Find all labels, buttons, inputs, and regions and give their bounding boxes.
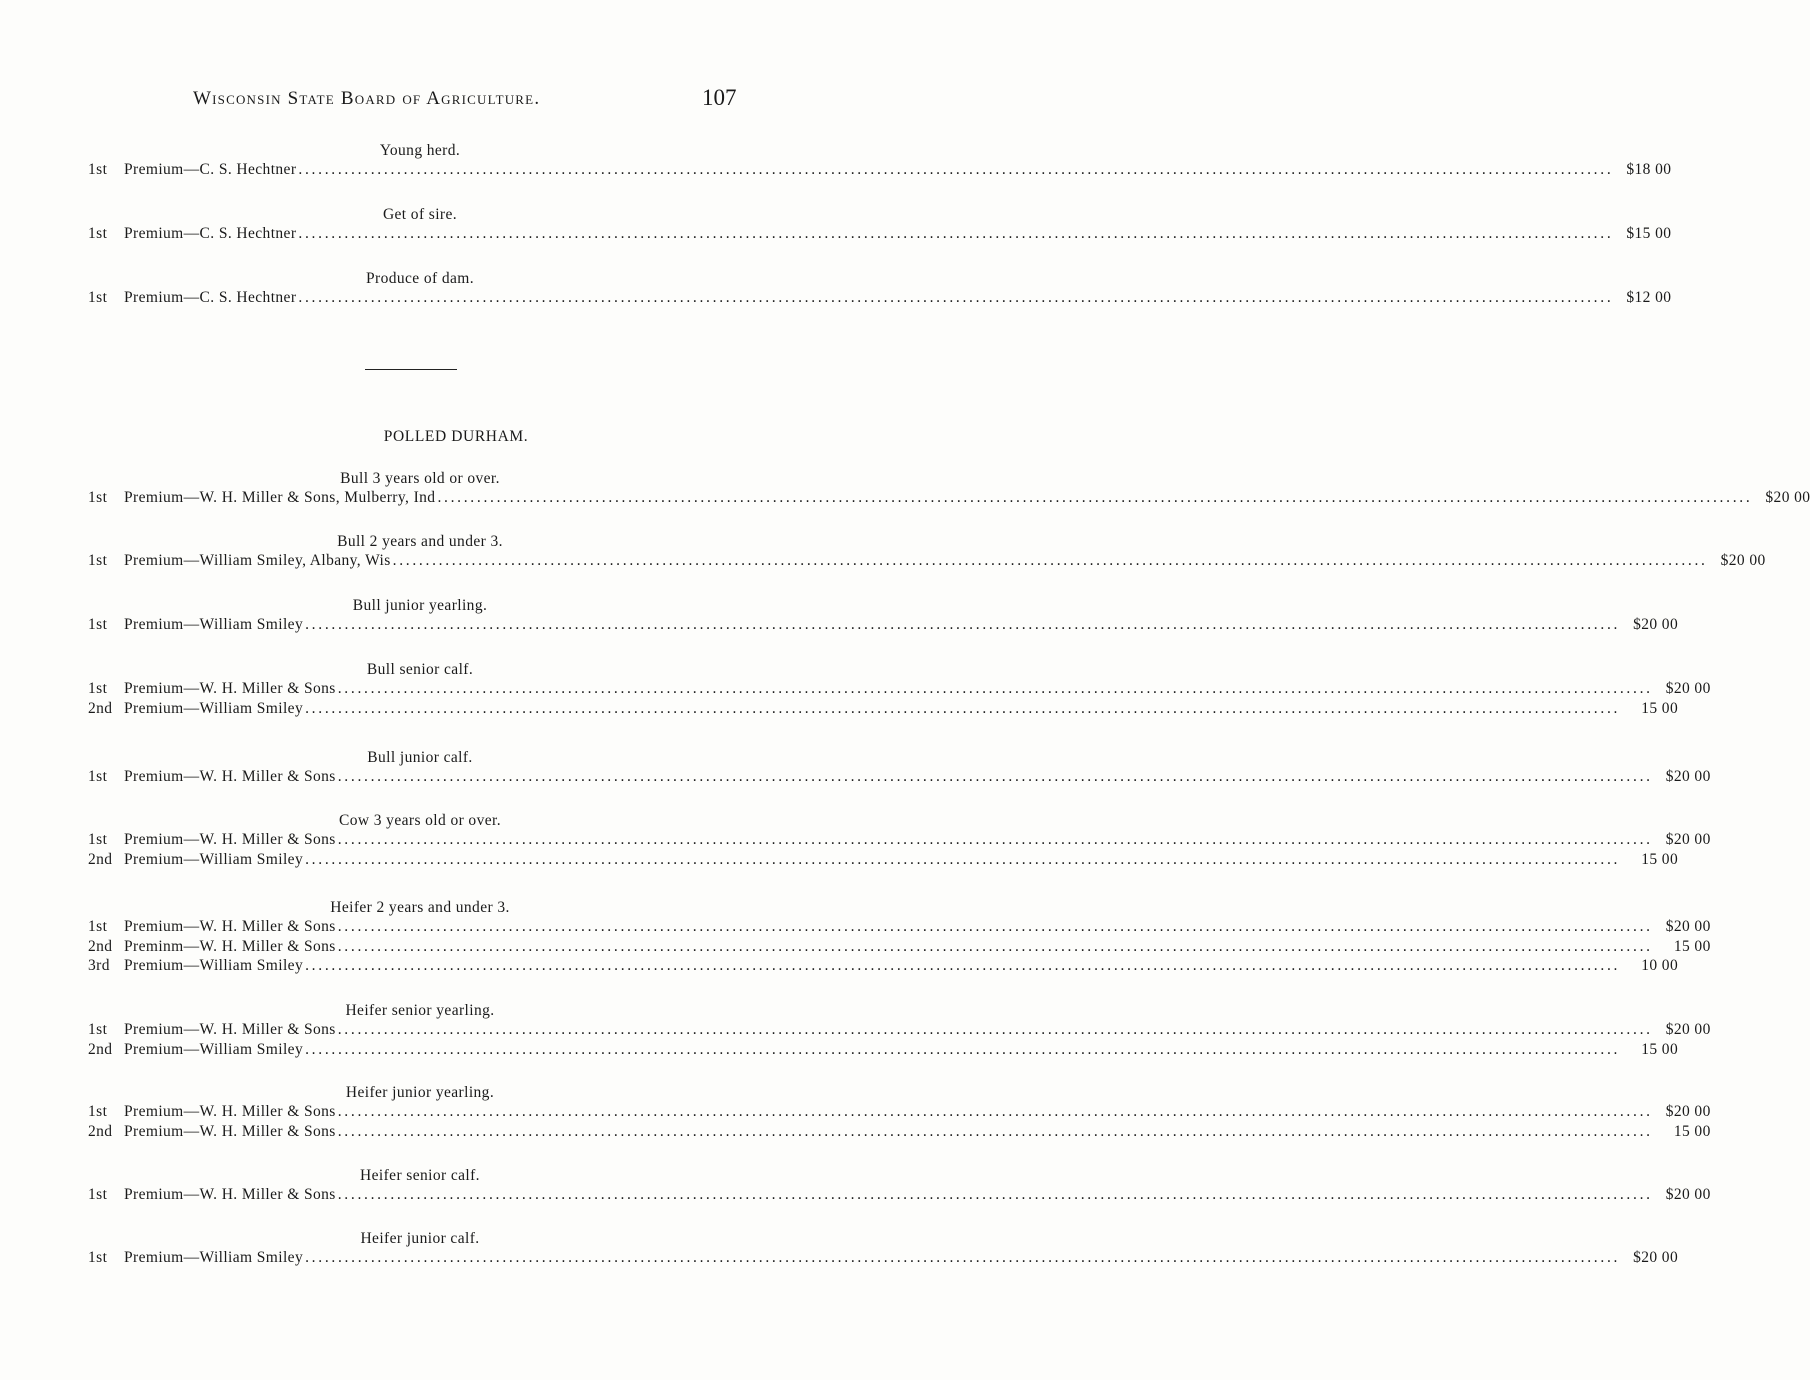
award-amount: 15 00 — [1673, 937, 1711, 955]
award-recipient: Preminm—W. H. Miller & Sons ........................................................................................................................................................................................................ — [124, 937, 1653, 955]
award-place: 1st — [88, 161, 108, 178]
award-recipient: Premium—W. H. Miller & Sons ........................................................................................................................................................................................................ — [124, 831, 1653, 848]
dot-leader: ........................................................................................................................................................................................................ — [337, 937, 1653, 955]
dot-leader: ........................................................................................................................................................................................................ — [305, 1249, 1621, 1266]
award-entry — [88, 288, 1672, 308]
section-heifer-junior-yearling — [88, 1083, 1711, 1141]
award-amount: 15 00 — [1641, 850, 1679, 868]
award-place: 1st — [88, 489, 108, 506]
award-amount: $20 00 — [1633, 1249, 1679, 1266]
award-place: 2nd — [88, 699, 113, 717]
dot-leader: ........................................................................................................................................................................................................ — [337, 680, 1653, 697]
award-recipient: Premium—W. H. Miller & Sons ........................................................................................................................................................................................................ — [124, 1122, 1653, 1140]
section-heading: Heifer junior calf. — [360, 1230, 480, 1247]
award-place: 1st — [88, 552, 108, 569]
award-entry — [88, 917, 1711, 937]
award-recipient: Premium—W. H. Miller & Sons ........................................................................................................................................................................................................ — [124, 680, 1653, 697]
award-recipient: Premium—William Smiley ........................................................................................................................................................................................................ — [124, 699, 1621, 717]
section-divider — [365, 369, 457, 370]
section-heading: Young herd. — [379, 142, 461, 159]
award-recipient: Premium—W. H. Miller & Sons ........................................................................................................................................................................................................ — [124, 1021, 1653, 1038]
section-heading: Bull senior calf. — [366, 661, 474, 678]
award-amount: $15 00 — [1626, 225, 1672, 242]
award-place: 1st — [88, 616, 108, 633]
award-entry — [88, 1248, 1679, 1268]
award-entry — [88, 224, 1672, 244]
dot-leader: ........................................................................................................................................................................................................ — [337, 918, 1653, 935]
award-entry — [88, 830, 1711, 850]
page-header — [0, 85, 900, 118]
dot-leader: ........................................................................................................................................................................................................ — [337, 1021, 1653, 1038]
award-place: 2nd — [88, 1040, 113, 1058]
section-heifer-junior-calf — [88, 1229, 1679, 1268]
dot-leader: ........................................................................................................................................................................................................ — [298, 225, 1614, 242]
award-place: 1st — [88, 1021, 108, 1038]
award-entry — [88, 679, 1711, 699]
award-recipient: Premium—William Smiley ........................................................................................................................................................................................................ — [124, 850, 1621, 868]
dot-leader: ........................................................................................................................................................................................................ — [392, 552, 1708, 569]
award-recipient: Premium—C. S. Hechtner ........................................................................................................................................................................................................ — [124, 161, 1614, 178]
award-place: 3rd — [88, 957, 110, 974]
dot-leader: ........................................................................................................................................................................................................ — [298, 161, 1614, 178]
dot-leader: ........................................................................................................................................................................................................ — [337, 768, 1653, 785]
award-place: 1st — [88, 831, 108, 848]
award-recipient: Premium—William Smiley ........................................................................................................................................................................................................ — [124, 1249, 1621, 1266]
award-amount: $20 00 — [1633, 616, 1679, 633]
award-recipient: Premium—William Smiley ........................................................................................................................................................................................................ — [124, 957, 1621, 974]
dot-leader: ........................................................................................................................................................................................................ — [305, 616, 1621, 633]
award-entry — [88, 1040, 1679, 1060]
section-heading: Heifer 2 years and under 3. — [330, 899, 510, 916]
award-recipient: Premium—William Smiley, Albany, Wis ........................................................................................................................................................................................................ — [124, 552, 1708, 569]
award-amount: 10 00 — [1641, 957, 1679, 974]
award-place: 2nd — [88, 1122, 113, 1140]
award-place: 1st — [88, 289, 108, 306]
section-heading: Bull junior calf. — [367, 749, 473, 766]
award-place: 2nd — [88, 937, 113, 955]
category-heading: POLLED DURHAM. — [383, 428, 529, 445]
section-cow-3-years — [88, 811, 1711, 869]
award-entry — [88, 1102, 1711, 1122]
award-recipient: Premium—William Smiley ........................................................................................................................................................................................................ — [124, 616, 1621, 633]
section-young-herd — [88, 141, 1672, 180]
section-bull-senior-calf — [88, 660, 1711, 718]
section-heading: Bull junior yearling. — [352, 597, 488, 614]
section-heading: Heifer junior yearling. — [345, 1084, 495, 1101]
award-amount: 15 00 — [1673, 1122, 1711, 1140]
running-title: Wisconsin State Board of Agriculture. — [193, 88, 541, 109]
award-place: 1st — [88, 1249, 108, 1266]
section-bull-3-years — [88, 469, 1810, 508]
section-bull-junior-yearling — [88, 596, 1679, 635]
page-number: 107 — [702, 85, 737, 110]
award-amount: $20 00 — [1665, 680, 1711, 697]
section-bull-junior-calf — [88, 748, 1711, 787]
award-recipient: Premium—C. S. Hechtner ........................................................................................................................................................................................................ — [124, 289, 1614, 306]
award-entry — [88, 615, 1679, 635]
award-amount: $20 00 — [1765, 489, 1810, 506]
dot-leader: ........................................................................................................................................................................................................ — [337, 1122, 1653, 1140]
award-amount: $20 00 — [1665, 768, 1711, 785]
section-heading: Bull 3 years old or over. — [340, 470, 500, 487]
award-recipient: Premium—William Smiley ........................................................................................................................................................................................................ — [124, 1040, 1621, 1058]
section-heading: Heifer senior calf. — [360, 1167, 480, 1184]
award-entry — [88, 1185, 1711, 1205]
dot-leader: ........................................................................................................................................................................................................ — [305, 699, 1621, 717]
award-place: 2nd — [88, 850, 113, 868]
award-amount: $20 00 — [1665, 1021, 1711, 1038]
award-entry — [88, 488, 1810, 508]
section-heading: Heifer senior yearling. — [345, 1002, 495, 1019]
award-recipient: Premium—W. H. Miller & Sons ........................................................................................................................................................................................................ — [124, 1103, 1653, 1120]
award-entry — [88, 937, 1711, 957]
award-entry — [88, 1020, 1711, 1040]
award-entry — [88, 160, 1672, 180]
section-produce-of-dam — [88, 269, 1672, 308]
dot-leader: ........................................................................................................................................................................................................ — [298, 289, 1614, 306]
dot-leader: ........................................................................................................................................................................................................ — [305, 1040, 1621, 1058]
award-amount: 15 00 — [1641, 699, 1679, 717]
section-heifer-senior-yearling — [88, 1001, 1711, 1059]
dot-leader: ........................................................................................................................................................................................................ — [305, 957, 1621, 974]
section-heading: Produce of dam. — [365, 270, 474, 287]
section-heifer-senior-calf — [88, 1166, 1711, 1205]
award-recipient: Premium—C. S. Hechtner ........................................................................................................................................................................................................ — [124, 225, 1614, 242]
award-entry — [88, 850, 1679, 870]
award-entry — [88, 699, 1679, 719]
award-amount: $20 00 — [1665, 1103, 1711, 1120]
dot-leader: ........................................................................................................................................................................................................ — [337, 831, 1653, 848]
award-place: 1st — [88, 918, 108, 935]
award-entry — [88, 956, 1679, 976]
award-amount: $12 00 — [1626, 289, 1672, 306]
award-place: 1st — [88, 680, 108, 697]
award-amount: $20 00 — [1720, 552, 1766, 569]
dot-leader: ........................................................................................................................................................................................................ — [337, 1103, 1653, 1120]
award-amount: $20 00 — [1665, 1186, 1711, 1203]
dot-leader: ........................................................................................................................................................................................................ — [305, 850, 1621, 868]
award-place: 1st — [88, 1103, 108, 1120]
award-entry — [88, 767, 1711, 787]
section-get-of-sire — [88, 205, 1672, 244]
award-amount: 15 00 — [1641, 1040, 1679, 1058]
section-heading: Get of sire. — [382, 206, 458, 223]
section-heading: Bull 2 years and under 3. — [337, 533, 503, 550]
award-recipient: Premium—W. H. Miller & Sons ........................................................................................................................................................................................................ — [124, 918, 1653, 935]
award-amount: $20 00 — [1665, 918, 1711, 935]
award-entry — [88, 1122, 1711, 1142]
section-heading: Cow 3 years old or over. — [339, 812, 501, 829]
dot-leader: ........................................................................................................................................................................................................ — [337, 1186, 1653, 1203]
award-entry — [88, 551, 1766, 571]
award-amount: $18 00 — [1626, 161, 1672, 178]
award-amount: $20 00 — [1665, 831, 1711, 848]
section-heifer-2-years — [88, 898, 1711, 976]
award-place: 1st — [88, 1186, 108, 1203]
award-recipient: Premium—W. H. Miller & Sons ........................................................................................................................................................................................................ — [124, 1186, 1653, 1203]
award-recipient: Premium—W. H. Miller & Sons, Mulberry, Ind ........................................................................................................................................................................................................ — [124, 489, 1753, 506]
award-place: 1st — [88, 768, 108, 785]
section-bull-2-years — [88, 532, 1766, 571]
award-place: 1st — [88, 225, 108, 242]
dot-leader: ........................................................................................................................................................................................................ — [437, 489, 1753, 506]
award-recipient: Premium—W. H. Miller & Sons ........................................................................................................................................................................................................ — [124, 768, 1653, 785]
